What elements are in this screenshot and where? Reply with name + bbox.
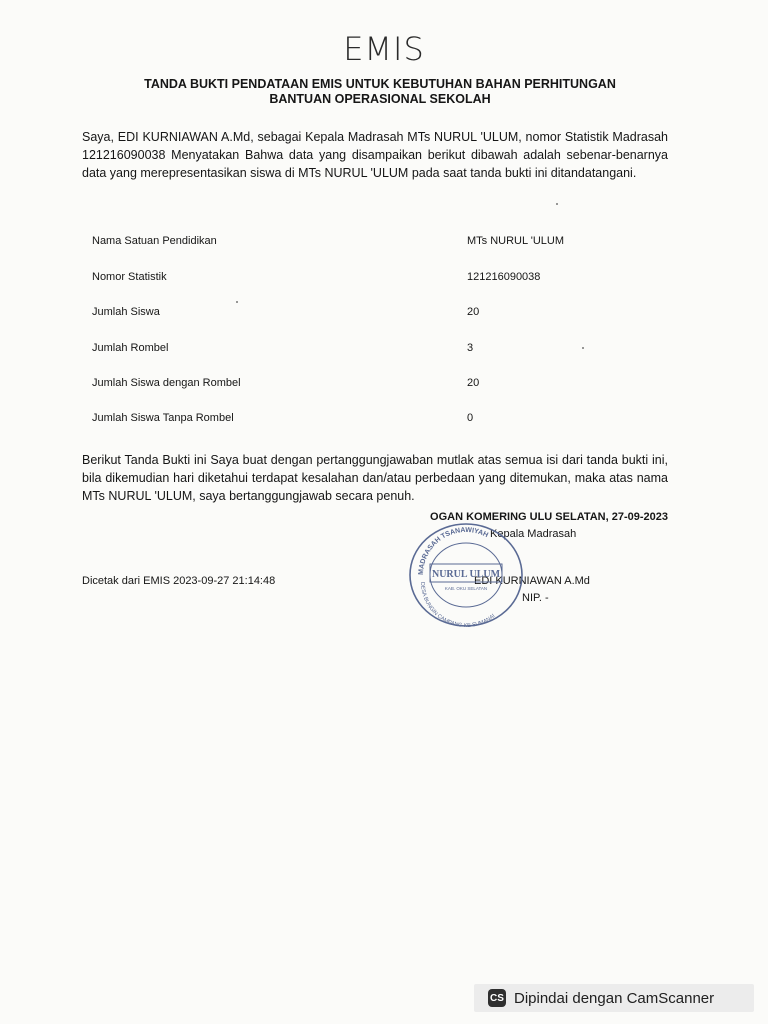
field-row: [92, 271, 592, 287]
field-value: 121216090038: [467, 271, 541, 283]
field-label: Jumlah Siswa Tanpa Rombel: [92, 412, 234, 424]
signer-name: EDI KURNIAWAN A.Md: [474, 575, 590, 587]
signature-position: Kepala Madrasah: [490, 528, 577, 540]
stamp-sub-text: KAB. OKU SELATAN: [444, 586, 488, 591]
field-row: [92, 235, 592, 251]
field-label: Nama Satuan Pendidikan: [92, 235, 217, 247]
field-label: Jumlah Rombel: [92, 342, 169, 354]
document-title: [100, 77, 660, 107]
stamp-top-text: MADRASAH TSANAWIYAH: [417, 526, 490, 576]
stamp-center-text: NURUL ULUM: [431, 569, 501, 580]
field-row: [92, 412, 592, 428]
svg-text:MADRASAH TSANAWIYAH: [418, 527, 489, 575]
emis-logo: EMIS: [343, 30, 425, 68]
camscanner-badge: [474, 984, 754, 1012]
field-row: [92, 306, 592, 322]
field-label: Nomor Statistik: [92, 271, 167, 283]
field-row: [92, 342, 592, 358]
title-line-2: BANTUAN OPERASIONAL SEKOLAH: [269, 92, 491, 106]
camscanner-logo-icon: CS: [488, 989, 506, 1007]
signer-nip: NIP. -: [522, 592, 549, 604]
field-label: Jumlah Siswa dengan Rombel: [92, 377, 241, 389]
camscanner-label: Dipindai dengan CamScanner: [514, 989, 715, 1007]
scan-speck: [582, 347, 584, 349]
field-value: 20: [467, 377, 480, 389]
stamp-bottom-text: DESA BUNGIN CAMPANG KE SUMANAI: [418, 581, 497, 630]
field-value: MTs NURUL 'ULUM: [467, 235, 565, 247]
scan-speck: [236, 301, 238, 303]
printed-timestamp: Dicetak dari EMIS 2023-09-27 21:14:48: [82, 575, 276, 587]
title-line-1: TANDA BUKTI PENDATAAN EMIS UNTUK KEBUTUHAN BAHAN PERHITUNGAN: [144, 77, 616, 91]
field-value: 20: [467, 306, 480, 318]
field-row: [92, 377, 592, 393]
scan-speck: [556, 203, 558, 205]
official-stamp-icon: [406, 520, 526, 630]
intro-paragraph: Saya, EDI KURNIAWAN A.Md, sebagai Kepala Madrasah MTs NURUL 'ULUM, nomor Statistik Madrasah 121216090038 Menyatakan Bahwa data yang disampaikan berikut dibawah adalah sebenar-benarnya data yang merepresentasikan siswa di MTs NURUL 'ULUM pada saat tanda bukti ini ditandatangani.: [82, 130, 668, 180]
field-label: Jumlah Siswa: [92, 306, 160, 318]
signature-place-date: OGAN KOMERING ULU SELATAN, 27-09-2023: [430, 511, 668, 523]
field-value: 3: [467, 342, 474, 354]
statement-paragraph: Berikut Tanda Bukti ini Saya buat dengan pertanggungjawaban mutlak atas semua isi dari tanda bukti ini, bila dikemudian hari diketahui terdapat kesalahan dan/atau perbedaan yang ditemukan, maka atas nama MTs NURUL 'ULUM, saya bertanggungjawab secara penuh.: [82, 453, 668, 503]
field-value: 0: [467, 412, 474, 424]
